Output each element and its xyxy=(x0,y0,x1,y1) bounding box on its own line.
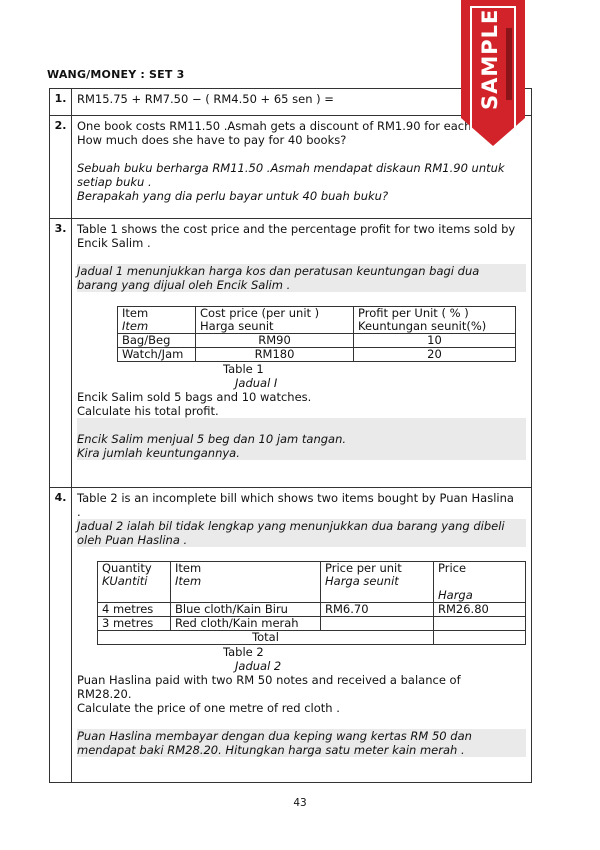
question-1 xyxy=(50,89,532,116)
cell-profit: 20 xyxy=(354,348,516,362)
header-profit-ms: Keuntungan seunit(%) xyxy=(358,319,487,333)
q4-malay-line: Puan Haslina membayar dengan dua keping wang kertas RM 50 dan xyxy=(77,729,472,743)
header-quantity-ms: KUantiti xyxy=(102,574,148,588)
header-cost-ms: Harga seunit xyxy=(200,319,274,333)
page-title: WANG/MONEY : SET 3 xyxy=(47,68,185,81)
table-row xyxy=(98,617,526,631)
cell-item: Watch/Jam xyxy=(118,348,196,362)
cell-price: RM26.80 xyxy=(434,603,526,617)
table-row xyxy=(98,603,526,617)
q2-malay-line: Sebuah buku berharga RM11.50 .Asmah mendapat diskaun RM1.90 untuk xyxy=(77,161,505,175)
cell-quantity: 4 metres xyxy=(98,603,171,617)
header-quantity-en: Quantity xyxy=(102,561,152,575)
header-item-ms: Item xyxy=(175,574,202,588)
header-unit-price-en: Price per unit xyxy=(325,561,402,575)
header-item-en: Item xyxy=(122,306,149,320)
table-1-caption-ms: Jadual I xyxy=(235,376,278,390)
cell-total-value xyxy=(434,631,526,645)
q4-english-line: Table 2 is an incomplete bill which shows two items bought by Puan Haslina xyxy=(77,491,514,505)
q4-english-line: . xyxy=(77,505,81,519)
q3-english-line: Encik Salim . xyxy=(77,236,151,250)
sample-stamp-bar xyxy=(506,28,512,100)
q4-english-line: Puan Haslina paid with two RM 50 notes and received a balance of xyxy=(77,673,461,687)
table-2 xyxy=(97,561,526,645)
cell-cost: RM180 xyxy=(196,348,354,362)
question-table xyxy=(49,88,532,783)
table-total-row xyxy=(98,631,526,645)
header-item-en: Item xyxy=(175,561,202,575)
question-number: 4. xyxy=(50,488,72,783)
q4-malay-line: oleh Puan Haslina . xyxy=(77,533,188,547)
table-2-caption: Table 2 xyxy=(223,645,264,659)
table-row xyxy=(118,348,516,362)
sample-stamp-text: SAMPLE xyxy=(478,8,502,110)
q2-english-line: How much does she have to pay for 40 books? xyxy=(77,133,347,147)
q3-malay-line: Jadual 1 menunjukkan harga kos dan peratusan keuntungan bagi dua xyxy=(77,264,480,278)
q3-english-line: Encik Salim sold 5 bags and 10 watches. xyxy=(77,390,312,404)
cell-item: Bag/Beg xyxy=(118,334,196,348)
question-number: 3. xyxy=(50,219,72,488)
cell-item: Red cloth/Kain merah xyxy=(171,617,321,631)
q3-malay-line: Kira jumlah keuntungannya. xyxy=(77,446,240,460)
q3-english-line: Calculate his total profit. xyxy=(77,404,219,418)
table-header-row xyxy=(98,562,526,603)
header-profit-en: Profit per Unit ( % ) xyxy=(358,306,469,320)
q3-english-line: Table 1 shows the cost price and the percentage profit for two items sold by xyxy=(77,222,516,236)
q2-malay-line: Berapakah yang dia perlu bayar untuk 40 buah buku? xyxy=(77,189,389,203)
question-3 xyxy=(50,219,532,488)
header-unit-price-ms: Harga seunit xyxy=(325,574,399,588)
question-number: 1. xyxy=(50,89,72,116)
cell-price xyxy=(434,617,526,631)
cell-total-label: Total xyxy=(98,631,434,645)
header-price-en: Price xyxy=(438,561,467,575)
page-number: 43 xyxy=(293,797,307,809)
table-2-caption-ms: Jadual 2 xyxy=(235,659,282,673)
header-cost-en: Cost price (per unit ) xyxy=(200,306,320,320)
cell-unit-price xyxy=(321,617,434,631)
table-header-row xyxy=(118,307,516,334)
table-1 xyxy=(117,306,516,362)
table-row xyxy=(118,334,516,348)
q4-malay-line: mendapat baki RM28.20. Hitungkan harga satu meter kain merah . xyxy=(77,743,465,757)
q1-text: RM15.75 + RM7.50 − ( RM4.50 + 65 sen ) = xyxy=(77,92,334,106)
question-2 xyxy=(50,116,532,219)
q3-malay-line: barang yang dijual oleh Encik Salim . xyxy=(77,278,291,292)
q2-english-line: One book costs RM11.50 .Asmah gets a discount of RM1.90 for each xyxy=(77,119,472,133)
q4-malay-line: Jadual 2 ialah bil tidak lengkap yang menunjukkan dua barang yang dibeli xyxy=(77,519,505,533)
question-number: 2. xyxy=(50,116,72,219)
q4-english-line: Calculate the price of one metre of red cloth . xyxy=(77,701,340,715)
q3-malay-line: Encik Salim menjual 5 beg dan 10 jam tangan. xyxy=(77,432,347,446)
cell-cost: RM90 xyxy=(196,334,354,348)
table-1-caption: Table 1 xyxy=(223,362,264,376)
cell-unit-price: RM6.70 xyxy=(321,603,434,617)
cell-quantity: 3 metres xyxy=(98,617,171,631)
cell-profit: 10 xyxy=(354,334,516,348)
q2-malay-line: setiap buku . xyxy=(77,175,152,189)
header-price-ms: Harga xyxy=(438,588,473,602)
question-4 xyxy=(50,488,532,783)
header-item-ms: Item xyxy=(122,319,149,333)
cell-item: Blue cloth/Kain Biru xyxy=(171,603,321,617)
q4-english-line: RM28.20. xyxy=(77,687,132,701)
